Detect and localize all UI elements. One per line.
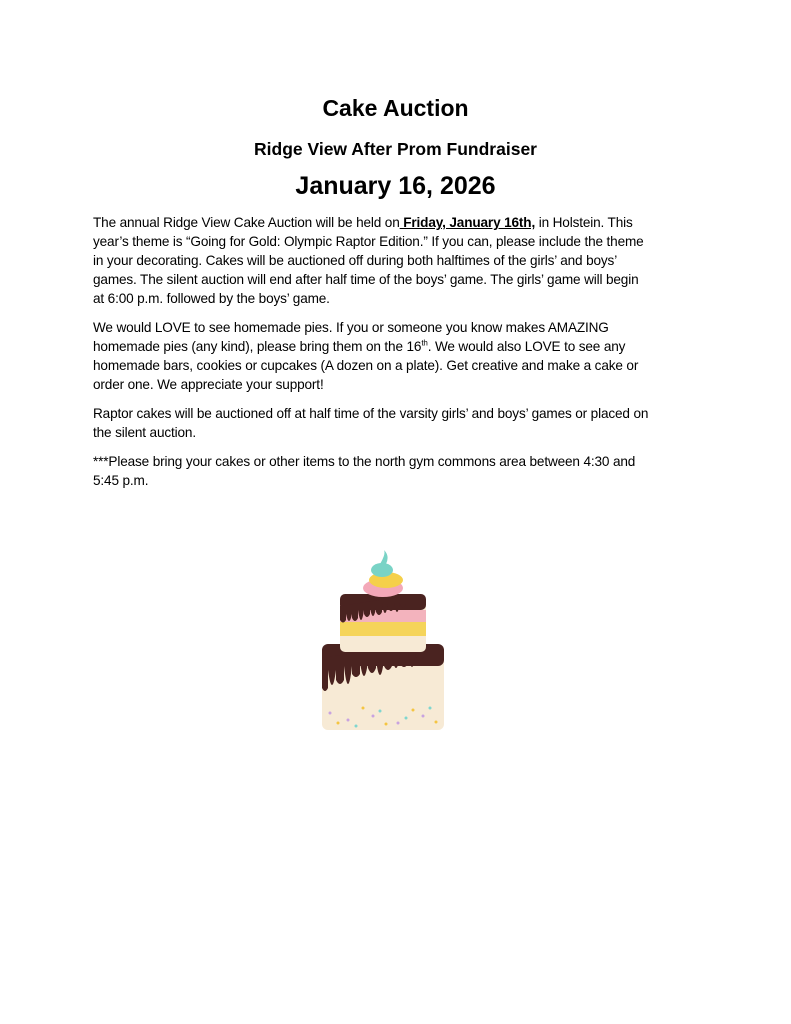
paragraph-raptor-cakes xyxy=(93,404,713,442)
text: . We would also LOVE to see any xyxy=(427,339,626,354)
text-line: at 6:00 p.m. followed by the boys’ game. xyxy=(93,291,330,306)
text-line: Raptor cakes will be auctioned off at half time of the varsity girls’ and boys’ games or placed on xyxy=(93,406,649,421)
subtitle: Ridge View After Prom Fundraiser xyxy=(254,139,537,159)
paragraph-pies xyxy=(93,318,713,394)
text: The annual Ridge View Cake Auction will be held on xyxy=(93,215,400,230)
page-title: Cake Auction xyxy=(322,95,469,121)
text-line: the silent auction. xyxy=(93,425,196,440)
superscript: th xyxy=(421,338,428,348)
text-line: year’s theme is “Going for Gold: Olympic Raptor Edition.” If you can, please include the theme xyxy=(93,234,644,249)
text-line: homemade bars, cookies or cupcakes (A dozen on a plate). Get creative and make a cake or xyxy=(93,358,639,373)
text-line: in your decorating. Cakes will be auctioned off during both halftimes of the girls’ and boys’ xyxy=(93,253,618,268)
event-date: January 16, 2026 xyxy=(295,172,496,200)
event-day-highlight: Friday, January 16th, xyxy=(399,215,536,230)
text-line: games. The silent auction will end after half time of the boys’ game. The girls’ game will begin xyxy=(93,272,639,287)
text: homemade pies (any kind), please bring them on the 16 xyxy=(93,339,422,354)
text-line: 5:45 p.m. xyxy=(93,473,149,488)
paragraph-event-details xyxy=(93,213,713,308)
paragraph-dropoff xyxy=(93,452,713,490)
text-line: ***Please bring your cakes or other items to the north gym commons area between 4:30 and xyxy=(93,454,636,469)
cake-illustration xyxy=(318,548,448,738)
text-line: order one. We appreciate your support! xyxy=(93,377,324,392)
text-line: We would LOVE to see homemade pies. If you or someone you know makes AMAZING xyxy=(93,320,609,335)
text: in Holstein. This xyxy=(535,215,633,230)
